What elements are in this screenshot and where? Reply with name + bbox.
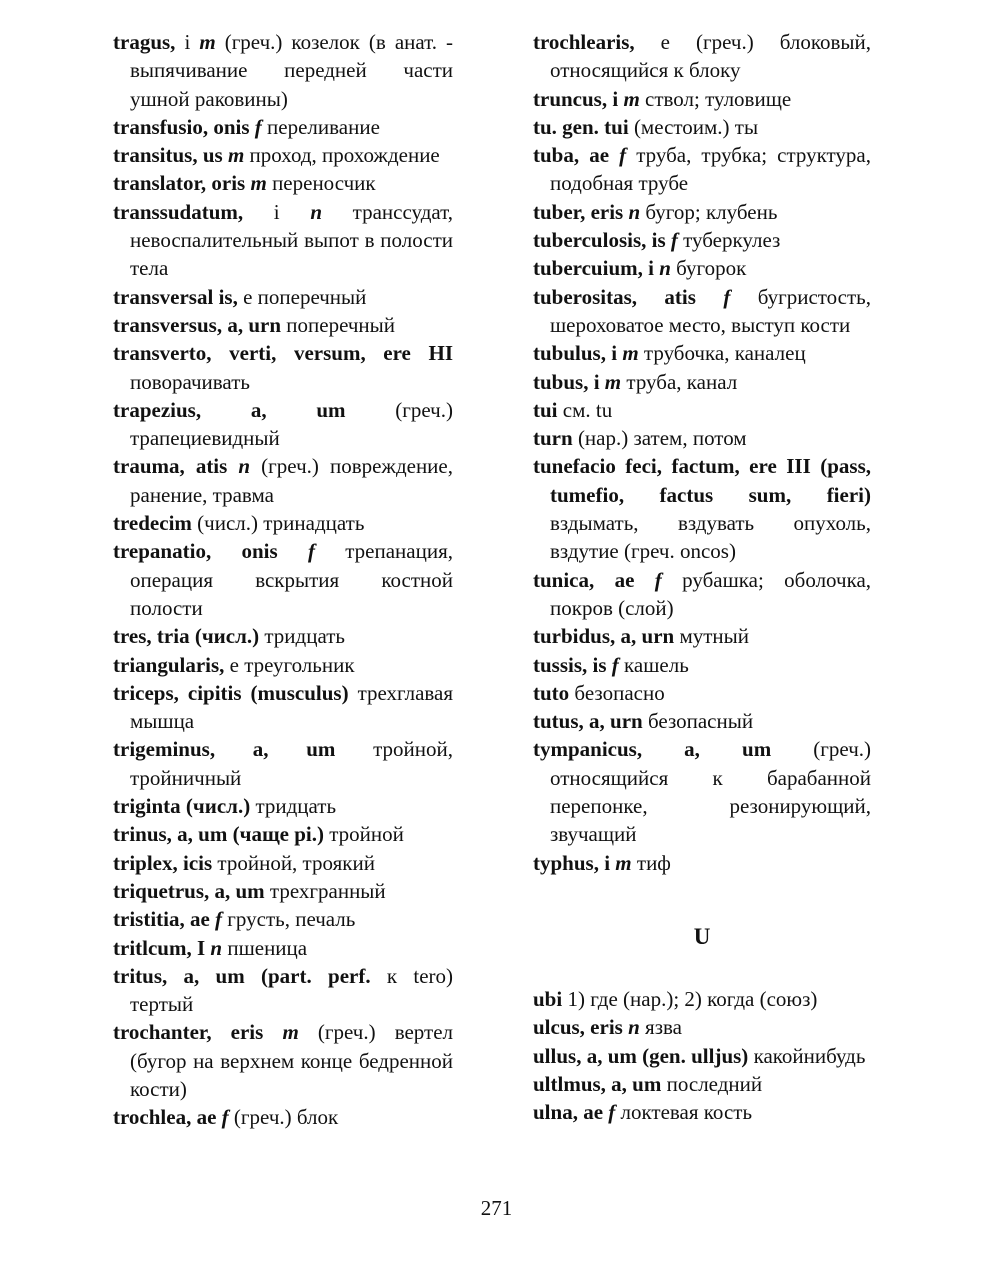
entry-headword: ulcus, eris xyxy=(533,1015,623,1040)
dictionary-entry xyxy=(533,1098,871,1126)
entry-headword: tuber, eris xyxy=(533,199,624,224)
dictionary-entry xyxy=(533,622,871,650)
entry-definition: бугор; клубень xyxy=(645,199,778,224)
dictionary-entry xyxy=(533,339,871,367)
entry-headword: translator, oris xyxy=(113,171,246,196)
entry-headword: tristitia, ae xyxy=(113,907,210,932)
dictionary-entry xyxy=(533,1013,871,1041)
entry-headword: tuberculosis, is xyxy=(533,228,666,253)
right-column xyxy=(533,28,871,1126)
entry-gender: m xyxy=(199,30,216,54)
entry-headword: ulna, ae xyxy=(533,1100,604,1125)
left-column xyxy=(113,28,453,1132)
entry-gender: m xyxy=(227,143,245,168)
entry-definition: локтевая кость xyxy=(620,1100,753,1125)
entry-headword: transsudatum, xyxy=(113,199,244,224)
entry-headword: turbidus, a, urn xyxy=(533,624,675,649)
entry-definition: безопасно xyxy=(574,680,665,705)
dictionary-entry xyxy=(113,198,453,283)
entry-gender: f xyxy=(221,1105,229,1130)
entry-definition: тройной, троякий xyxy=(217,850,375,875)
entry-gender: f xyxy=(723,284,731,309)
dictionary-entry xyxy=(533,85,871,113)
dictionary-entry xyxy=(533,707,871,735)
entry-definition: е треугольник xyxy=(229,652,355,677)
dictionary-entry xyxy=(533,985,871,1013)
entry-headword: tubulus, i xyxy=(533,341,618,366)
dictionary-entry xyxy=(113,792,453,820)
entry-definition: безопасный xyxy=(647,709,754,734)
entry-definition: (греч.) вертел (бугор на верхнем конце бедренной кости) xyxy=(130,1020,454,1101)
page-number: 271 xyxy=(480,1196,513,1220)
entry-gender: n xyxy=(238,454,251,479)
entry-headword: tui xyxy=(533,397,558,422)
entry-headword: tritlcum, I xyxy=(113,935,206,960)
dictionary-entry xyxy=(113,396,453,453)
entry-headword: trochlea, ae xyxy=(113,1105,217,1130)
entry-definition: е (греч.) блоковый, относящийся к блоку xyxy=(550,30,871,83)
dictionary-entry xyxy=(113,339,453,396)
entry-definition: проход, прохождение xyxy=(249,143,440,168)
u-entries xyxy=(533,985,871,1126)
dictionary-entry xyxy=(533,679,871,707)
entry-gender: m xyxy=(622,341,639,366)
entry-headword: transfusio, onis xyxy=(113,114,250,139)
dictionary-entry xyxy=(113,113,453,141)
entry-headword: trigeminus, a, um xyxy=(113,737,336,762)
dictionary-entry xyxy=(533,226,871,254)
entry-headword: triceps, cipitis (musculus) xyxy=(113,680,349,705)
section-letter: U xyxy=(693,923,711,949)
dictionary-entry xyxy=(533,735,871,848)
dictionary-entry xyxy=(113,311,453,339)
entry-gender: f xyxy=(254,114,262,139)
dictionary-entry xyxy=(533,651,871,679)
entry-definition: (греч.) козелок (в анат. - выпячивание передней части ушной раковины) xyxy=(130,30,454,111)
entry-definition: (греч.) относящийся к барабанной перепонке, резонирующий, звучащий xyxy=(550,737,872,847)
entry-gender: m xyxy=(615,850,632,875)
entry-headword: tuberositas, atis xyxy=(533,284,696,309)
entry-definition: транссудат, невоспалительный выпот в полости тела xyxy=(130,199,454,281)
entry-definition: грусть, печаль xyxy=(227,907,356,932)
entry-headword: transverto, verti, versum, ere HI xyxy=(113,341,453,366)
entry-definition: тиф xyxy=(636,850,671,875)
entry-headword: tres, tria (числ.) xyxy=(113,624,260,649)
entry-definition: (греч.) блок xyxy=(233,1105,339,1130)
dictionary-entry xyxy=(113,905,453,933)
entry-definition: тридцать xyxy=(255,794,337,819)
entry-definition: бугристость, шероховатое место, выступ кости xyxy=(550,284,872,337)
dictionary-entry xyxy=(533,849,871,877)
entry-headword: tu. gen. tui xyxy=(533,114,629,139)
dictionary-entry xyxy=(533,254,871,282)
entry-headword: ultlmus, a, um xyxy=(533,1071,662,1096)
entry-definition: поперечный xyxy=(286,312,396,337)
entry-gender: n xyxy=(310,199,322,224)
entry-definition: рубашка; оболочка, покров (слой) xyxy=(550,567,872,620)
dictionary-entry xyxy=(533,396,871,424)
dictionary-entry xyxy=(533,198,871,226)
entry-headword: tubus, i xyxy=(533,369,600,394)
entry-definition: трубочка, каналец xyxy=(643,341,806,366)
entry-definition: мутный xyxy=(679,624,750,649)
dictionary-entry xyxy=(113,651,453,679)
entry-definition: 1) где (нар.); 2) когда (союз) xyxy=(567,986,818,1011)
dictionary-entry xyxy=(533,1042,871,1070)
dictionary-entry xyxy=(113,1103,453,1131)
entry-definition: (местоим.) ты xyxy=(633,114,759,139)
entry-headword: triplex, icis xyxy=(113,850,213,875)
entry-headword: tuto xyxy=(533,680,570,705)
dictionary-entry xyxy=(533,141,871,198)
dictionary-entry xyxy=(533,452,871,565)
entry-definition: (числ.) тринадцать xyxy=(197,511,365,536)
entry-definition: поворачивать xyxy=(130,369,250,394)
dictionary-entry xyxy=(113,509,453,537)
entry-headword: tunica, ae xyxy=(533,567,635,592)
entry-definition: к tero) тертый xyxy=(130,963,453,1017)
entry-definition: тройной, тройничный xyxy=(130,737,454,790)
dictionary-entry xyxy=(533,28,871,85)
dictionary-entry xyxy=(113,169,453,197)
entry-gender: f xyxy=(215,907,223,932)
entry-headword: truncus, i xyxy=(533,86,619,111)
entry-gender: n xyxy=(628,199,641,224)
dictionary-entry xyxy=(533,283,871,340)
entry-gender: f xyxy=(670,228,678,253)
entry-definition: труба, трубка; структура, подобная трубе xyxy=(550,143,871,196)
entry-definition: ствол; туловище xyxy=(645,86,792,111)
entry-definition: (греч.) повреждение, ранение, травма xyxy=(130,454,453,507)
entry-gender: m xyxy=(250,171,267,196)
entry-headword: ullus, a, um (gen. ulljus) xyxy=(533,1043,749,1068)
entry-gender: f xyxy=(619,143,627,168)
entry-headword: trochanter, eris xyxy=(113,1020,264,1045)
dictionary-entry xyxy=(113,849,453,877)
dictionary-entry xyxy=(533,424,871,452)
dictionary-entry xyxy=(113,1018,453,1103)
entry-headword: trapezius, a, um xyxy=(113,397,346,422)
entry-grammar: i xyxy=(273,199,280,224)
entry-headword: triangularis, xyxy=(113,652,225,677)
entry-headword: tritus, a, um (part. perf. xyxy=(113,963,371,988)
dictionary-entry xyxy=(113,735,453,792)
entry-headword: transitus, us xyxy=(113,143,223,168)
entry-gender: f xyxy=(611,652,619,677)
entry-headword: tutus, a, urn xyxy=(533,709,643,734)
entry-headword: triquetrus, a, um xyxy=(113,878,265,903)
entry-gender: m xyxy=(282,1020,299,1045)
entry-definition: кашель xyxy=(624,652,689,677)
dictionary-entry xyxy=(113,877,453,905)
entry-definition: е поперечный xyxy=(243,284,367,309)
dictionary-entry xyxy=(533,1070,871,1098)
entry-gender: m xyxy=(623,86,640,111)
entry-headword: tympanicus, a, um xyxy=(533,737,772,762)
entry-headword: tubercuium, i xyxy=(533,256,654,281)
entry-definition: труба, канал xyxy=(626,369,738,394)
entry-definition: какойнибудь xyxy=(753,1043,866,1068)
entry-headword: tredecim xyxy=(113,511,192,536)
entry-headword: tragus, xyxy=(113,30,176,54)
entry-definition: трехглавая мышца xyxy=(130,680,454,734)
dictionary-entry xyxy=(533,566,871,623)
entry-headword: trinus, a, um (чаще pi.) xyxy=(113,822,324,847)
entry-gender: f xyxy=(307,539,315,564)
dictionary-entry xyxy=(113,141,453,169)
entry-headword: triginta (числ.) xyxy=(113,794,251,819)
dictionary-entry xyxy=(113,820,453,848)
entry-headword: transversal is, xyxy=(113,284,238,309)
entry-definition: трехгранный xyxy=(269,878,386,903)
entry-headword: tunefacio feci, factum, ere III (pass, tumefio, factus sum, fieri) xyxy=(533,454,871,507)
entry-definition: язва xyxy=(645,1015,682,1040)
entry-definition: бугорок xyxy=(676,256,747,281)
entry-definition: переносчик xyxy=(272,171,376,196)
dictionary-entry xyxy=(113,283,453,311)
dictionary-entry xyxy=(113,452,453,509)
entry-definition: тройной xyxy=(329,822,404,847)
entry-headword: transversus, a, urn xyxy=(113,312,282,337)
entry-definition: (нар.) затем, потом xyxy=(577,426,747,451)
dictionary-entry xyxy=(113,679,453,736)
right-entries xyxy=(533,28,871,877)
entry-headword: tussis, is xyxy=(533,652,607,677)
entry-headword: typhus, i xyxy=(533,850,611,875)
entry-headword: turn xyxy=(533,426,573,451)
entry-gender: f xyxy=(608,1100,616,1125)
dictionary-entry xyxy=(533,113,871,141)
entry-definition: см. tu xyxy=(562,397,613,422)
dictionary-entry xyxy=(113,962,453,1019)
entry-gender: n xyxy=(659,256,671,281)
entry-headword: trauma, atis xyxy=(113,454,228,479)
dictionary-entry xyxy=(533,368,871,396)
entry-headword: trochlearis, xyxy=(533,30,635,54)
entry-definition: последний xyxy=(666,1071,763,1096)
entry-definition: переливание xyxy=(267,114,380,139)
entry-gender: m xyxy=(604,369,622,394)
dictionary-entry xyxy=(113,537,453,622)
entry-definition: туберкулез xyxy=(683,228,781,253)
entry-definition: (греч.) трапециевидный xyxy=(130,397,453,451)
entry-grammar: i xyxy=(184,30,191,54)
entry-definition: пшеница xyxy=(227,935,308,960)
entry-definition: вздымать, вздувать опухоль, вздутие (греч. oncos) xyxy=(550,511,871,564)
entry-gender: n xyxy=(628,1015,640,1040)
dictionary-entry xyxy=(113,622,453,650)
entry-gender: n xyxy=(210,935,223,960)
entry-headword: trepanatio, onis xyxy=(113,539,278,564)
entry-headword: ubi xyxy=(533,986,563,1011)
entry-definition: тридцать xyxy=(264,624,345,649)
entry-definition: трепанация, операция вскрытия костной полости xyxy=(130,539,453,620)
entry-headword: tuba, ae xyxy=(533,143,610,168)
entry-gender: f xyxy=(654,567,662,592)
dictionary-entry xyxy=(113,934,453,962)
dictionary-entry xyxy=(113,28,453,113)
